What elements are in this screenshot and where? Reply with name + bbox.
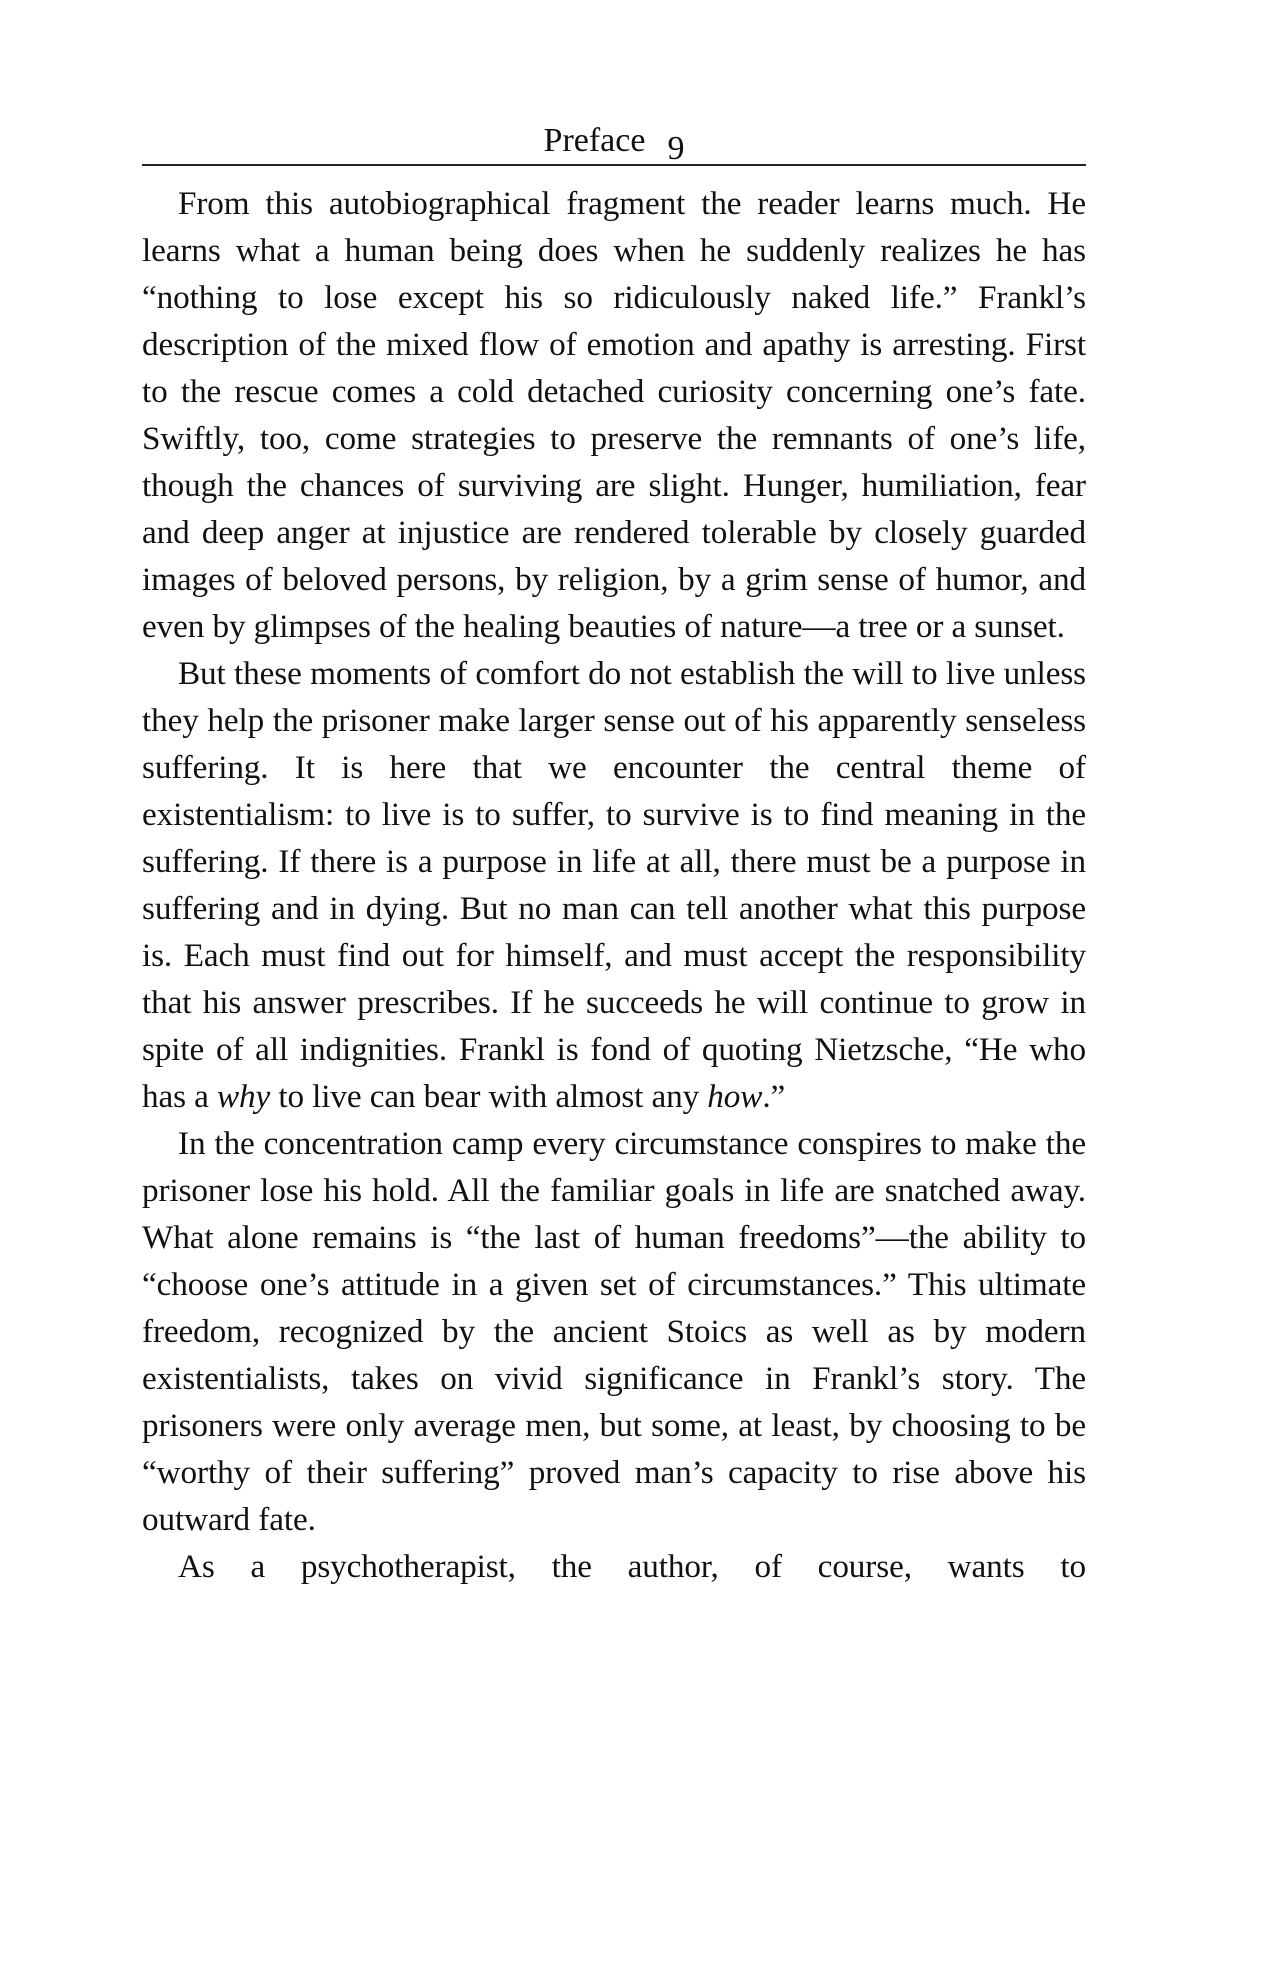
- page-body: [142, 180, 1086, 1590]
- book-page: [142, 110, 1086, 1590]
- quote-italic-how: how: [707, 1078, 763, 1115]
- running-header: [142, 110, 1086, 166]
- paragraph-2-text: But these moments of comfort do not establish the will to live unless they help the prisoner make larger sense out of his apparently senseless suffering. It is here that we encounter the central theme of existentialism: to live is to suffer, to survive is to find meaning in the suffering. If there is a purpose in life at all, there must be a purpose in suffering and in dying. But no man can tell another what this purpose is. Each must find out for himself, and must accept the responsibility that his answer prescribes. If he succeeds he will continue to grow in spite of all indignities. Frankl is fond of quoting Nietzsche, “He who has a: [142, 655, 1086, 1115]
- paragraph-1: From this autobiographical fragment the reader learns much. He learns what a human being does when he suddenly realizes he has “nothing to lose except his so ridiculously naked life.” Frankl’s description of the mixed flow of emotion and apathy is arresting. First to the rescue comes a cold detached curiosity concerning one’s fate. Swiftly, too, come strategies to preserve the remnants of one’s life, though the chances of surviving are slight. Hunger, humiliation, fear and deep anger at injustice are rendered tolerable by closely guarded images of beloved persons, by religion, by a grim sense of humor, and even by glimpses of the healing beauties of nature—a tree or a sunset.: [142, 185, 1086, 645]
- paragraph-3: In the concentration camp every circumstance conspires to make the prisoner lose his hold. All the familiar goals in life are snatched away. What alone remains is “the last of human freedoms”—the ability to “choose one’s attitude in a given set of circumstances.” This ultimate freedom, recognized by the ancient Stoics as well as by modern existentialists, takes on vivid significance in Frankl’s story. The prisoners were only average men, but some, at least, by choosing to be “worthy of their suffering” proved man’s capacity to rise above his outward fate.: [142, 1125, 1086, 1538]
- quote-middle: to live can bear with almost any: [270, 1078, 708, 1115]
- paragraph-4: As a psychotherapist, the author, of course, wants to: [178, 1548, 1086, 1585]
- page-header-title: Preface: [543, 122, 646, 159]
- quote-end: .”: [762, 1078, 786, 1115]
- paragraph-2: [142, 650, 1086, 1120]
- quote-italic-why: why: [216, 1078, 271, 1115]
- page-number: 9: [667, 130, 685, 167]
